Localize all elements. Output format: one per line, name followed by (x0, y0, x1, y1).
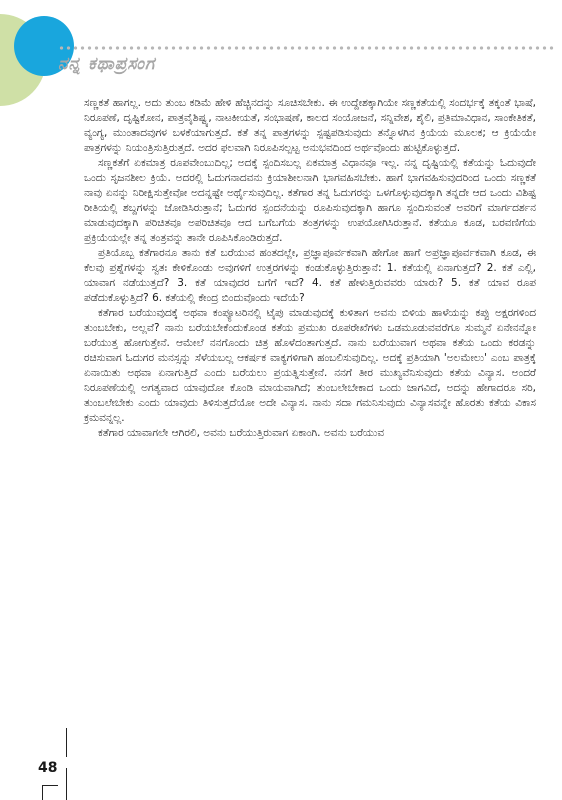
crop-mark-horizontal (42, 785, 58, 786)
body-text (84, 96, 536, 441)
paragraph-3: ಪ್ರತಿಯೊಬ್ಬ ಕತೆಗಾರನೂ ತಾನು ಕತೆ ಬರೆಯುವ ಹಂತದಲ್ಲೇ, ಪ್ರಜ್ಞಾಪೂರ್ವಕವಾಗಿ ಹೇಗೋ ಹಾಗೆ ಅಪ್ರಜ್ಞಾಪೂರ್ವಕವಾಗಿ ಕೂಡ, ಈ ಕೆಲವು ಪ್ರಶ್ನೆಗಳನ್ನು ಸ್ವತಃ ಕೇಳಿಕೊಂಡು ಅವುಗಳಿಗೆ ಉತ್ತರಗಳನ್ನು ಕಂಡುಕೊಳ್ಳುತ್ತಿರುತ್ತಾನೆ: 1. ಕತೆಯಲ್ಲಿ ಏನಾಗುತ್ತದೆ? 2. ಕತೆ ಎಲ್ಲಿ, ಯಾವಾಗ ನಡೆಯುತ್ತದೆ? 3. ಕತೆ ಯಾವುದರ ಬಗೆಗೆ ಇದೆ? 4. ಕತೆ ಹೇಳುತ್ತಿರುವವರು ಯಾರು? 5. ಕತೆ ಯಾವ ರೂಪ ಪಡೆದುಕೊಳ್ಳುತ್ತಿದೆ? 6. ಕತೆಯಲ್ಲಿ ಕೇಂದ್ರ ಬಿಂದುವೊಂದು ಇದೆಯೆ? (84, 247, 536, 304)
paragraph-5: ಕತೆಗಾರ ಯಾವಾಗಲೇ ಆಗಿರಲಿ, ಅವನು ಬರೆಯುತ್ತಿರುವಾಗ ಏಕಾಂಗಿ. ಅವನು ಬರೆಯುವ (98, 427, 385, 439)
paragraph-4: ಕತೆಗಾರ ಬರೆಯುವುದಕ್ಕೆ ಅಥವಾ ಕಂಪ್ಯೂಟರಿನಲ್ಲಿ ಟೈಪು ಮಾಡುವುದಕ್ಕೆ ಕುಳಿತಾಗ ಅವನು ಬಿಳಿಯ ಹಾಳೆಯನ್ನು ಕಪ್ಪು ಅಕ್ಷರಗಳಿಂದ ತುಂಬಬೇಕು, ಅಲ್ಲವೆ? ನಾನು ಬರೆಯಬೇಕೆಂದುಕೊಂಡ ಕತೆಯ ಪ್ರಮುಖ ರೂಪರೇಖೆಗಳು ಒಡಮೂಡುವವರೆಗೂ ಸುಮ್ಮನೆ ಏನೇನನ್ನೋ ಬರೆಯುತ್ತ ಹೋಗುತ್ತೇನೆ. ಆಮೇಲೆ ನನಗೊಂದು ಚಿತ್ರ ಹೊಳೆದಂತಾಗುತ್ತದೆ. ನಾನು ಬರೆಯುವಾಗ ಅಥವಾ ಕತೆಯ ಒಂದು ಕರಡನ್ನು ರಚಿಸುವಾಗ ಓದುಗರ ಮನಸ್ಸನ್ನು ಸೆಳೆಯಬಲ್ಲ ಆಕರ್ಷಕ ವಾಕ್ಯಗಳಿಗಾಗಿ ಹಂಬಲಿಸುವುದಿಲ್ಲ. ಅದಕ್ಕೆ ಪ್ರತಿಯಾಗಿ 'ಅಲಮೇಲು' ಎಂಬ ಪಾತ್ರಕ್ಕೆ ಏನಾಯಿತು ಅಥವಾ ಏನಾಗುತ್ತಿದೆ ಎಂದು ಬರೆಯಲು ಪ್ರಯತ್ನಿಸುತ್ತೇನೆ. ನನಗೆ ತೀರ ಮುಖ್ಯವೆನಿಸುವುದು ಕತೆಯ ವಿನ್ಯಾಸ. ಅಂದರೆ ನಿರೂಪಣೆಯಲ್ಲಿ ಅಗತ್ಯವಾದ ಯಾವುದೋ ಕೊಂಡಿ ಮಾಯವಾಗಿದೆ; ತುಂಬಲೇಬೇಕಾದ ಒಂದು ಜಾಗವಿದೆ, ಅದನ್ನು ಹೇಗಾದರೂ ಸರಿ, ತುಂಬಲೇಬೇಕು ಎಂದು ಯಾವುದು ತಿಳಿಸುತ್ತದೆಯೋ ಅದೇ ವಿನ್ಯಾಸ. ನಾನು ಸದಾ ಗಮನಿಸುವುದು ವಿನ್ಯಾಸವನ್ನೇ ಹೊರತು ಕತೆಯ ವಿಕಾಸ ಕ್ರಮವನ್ನಲ್ಲ. (84, 307, 536, 424)
paragraph-1: ಸಣ್ಣಕತೆ ಹಾಗಲ್ಲ. ಅದು ತುಂಬ ಕಡಿಮೆ ಹೇಳಿ ಹೆಚ್ಚಿನದನ್ನು ಸೂಚಿಸಬೇಕು. ಈ ಉದ್ದೇಶಕ್ಕಾಗಿಯೇ ಸಣ್ಣಕತೆಯಲ್ಲಿ ಸಂದರ್ಭಕ್ಕೆ ತಕ್ಕಂತೆ ಭಾಷೆ, ನಿರೂಪಣೆ, ದೃಷ್ಟಿಕೋನ, ಪಾತ್ರವೈಶಿಷ್ಟ್ಯ, ನಾಟಕೀಯತೆ, ಸಂಭಾಷಣೆ, ಕಾಲದ ಸಂಯೋಜನೆ, ಸನ್ನಿವೇಶ, ಶೈಲಿ, ಪ್ರತಿಮಾವಿಧಾನ, ಸಾಂಕೇತಿಕತೆ, ವ್ಯಂಗ್ಯ, ಮುಂತಾದವುಗಳ ಬಳಕೆಯಾಗುತ್ತದೆ. ಕತೆ ತನ್ನ ಪಾತ್ರಗಳನ್ನು ಸ್ಪಷ್ಟಪಡಿಸುವುದು ತನ್ನೊಳಗಿನ ಕ್ರಿಯೆಯ ಮೂಲಕ; ಆ ಕ್ರಿಯೆಯೇ ಪಾತ್ರಗಳನ್ನು ನಿಯಂತ್ರಿಸುತ್ತಿರುತ್ತದೆ. ಅದರ ಫಲವಾಗಿ ನಿರೂಪಿಸಲ್ಪಟ್ಟ ಅನುಭವದಿಂದ ಅರ್ಥವೊಂದು ಹುಟ್ಟಿಕೊಳ್ಳುತ್ತದೆ. (84, 97, 536, 154)
crop-mark-vertical (42, 785, 43, 800)
page-number: 48 (38, 760, 58, 776)
dotted-header-rule (58, 45, 556, 51)
margin-rule-upper (66, 728, 67, 757)
chapter-title: ನನ್ನ ಕಥಾಪ್ರಸಂಗ (58, 54, 156, 74)
paragraph-2: ಸಣ್ಣಕತೆಗೆ ಏಕಮಾತ್ರ ರೂಪವೇಂಬುದಿಲ್ಲ; ಅದಕ್ಕೆ ಸ್ಪಂದಿಸಬಲ್ಲ ಏಕಮಾತ್ರ ವಿಧಾನವೂ ಇಲ್ಲ. ನನ್ನ ದೃಷ್ಟಿಯಲ್ಲಿ ಕತೆಯನ್ನು ಓದುವುದೇ ಒಂದು ಸೃಜನಶೀಲ ಕ್ರಿಯೆ. ಅದರಲ್ಲಿ ಓದುಗನಾದವನು ಕ್ರಿಯಾಶೀಲನಾಗಿ ಭಾಗವಹಿಸಬೇಕು. ಹಾಗೆ ಭಾಗವಹಿಸುವುದರಿಂದ ಒಂದು ಸಣ್ಣಕತೆ ನಾವು ಏನನ್ನು ನಿರೀಕ್ಷಿಸುತ್ತೇವೋ ಅದನ್ನಷ್ಟೇ ಅರ್ಥೈಸುವುದಿಲ್ಲ. ಕತೆಗಾರ ತನ್ನ ಓದುಗರನ್ನು ಒಳಗೊಳ್ಳುವುದಕ್ಕಾಗಿ ತನ್ನದೇ ಆದ ಒಂದು ವಿಶಿಷ್ಟ ರೀತಿಯಲ್ಲಿ ಶಬ್ದಗಳನ್ನು ಜೋಡಿಸಿರುತ್ತಾನೆ; ಓದುಗರ ಸ್ಪಂದನೆಯನ್ನು ರೂಪಿಸುವುದಕ್ಕಾಗಿ ಹಾಗೂ ಸ್ಪಂದಿಸುವಂತೆ ಅವರಿಗೆ ಮಾರ್ಗದರ್ಶನ ಮಾಡುವುದಕ್ಕಾಗಿ ಪರಿಚಿತವೂ ಅಪರಿಚಿತವೂ ಆದ ಬಗೆಬಗೆಯ ತಂತ್ರಗಳನ್ನು ಉಪಯೋಗಿಸಿರುತ್ತಾನೆ. ಕತೆಯೂ ಕೂಡ, ಬರವಣಿಗೆಯ ಪ್ರಕ್ರಿಯೆಯಲ್ಲೇ ತನ್ನ ತಂತ್ರವನ್ನು ತಾನೇ ರೂಪಿಸಿಕೊಂಡಿರುತ್ತದೆ. (84, 157, 536, 244)
margin-rule-lower (66, 768, 67, 800)
